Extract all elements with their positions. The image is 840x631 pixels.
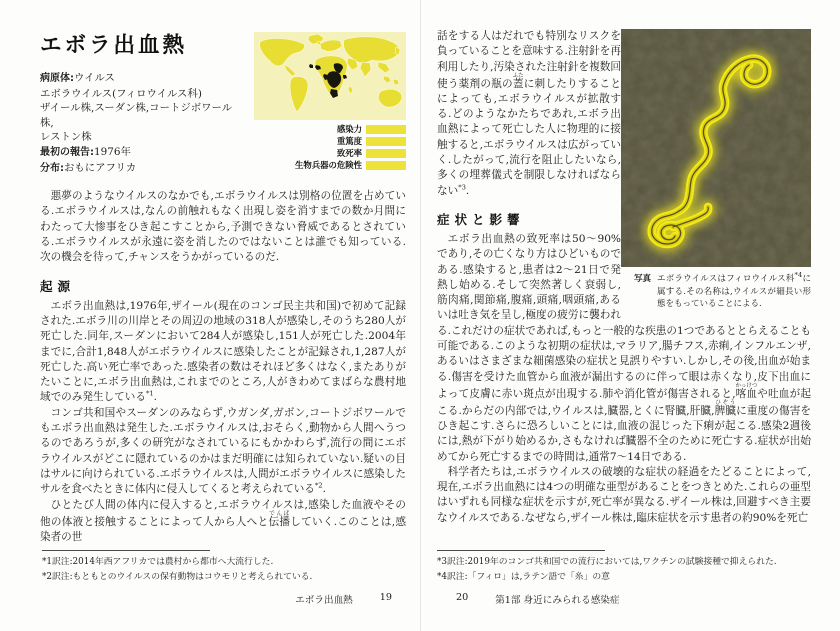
photo-caption: [621, 273, 811, 311]
rating-bar: [366, 149, 406, 158]
info-value: エボラウイルス(フィロウイルス科): [40, 87, 202, 100]
risk-ratings: [254, 124, 406, 170]
footnote-3: *3訳注:2019年のコンゴ共和国での流行においては,ワクチンの試験接種で抑えられた.: [437, 557, 777, 567]
photo-caption-text: エボラウイルスはフィロウイルス科$^{*4}$に属する.その名称は,ウイルスが細長い形態をもっていることによる.: [657, 271, 811, 310]
footer-left: [295, 592, 392, 606]
info-label: 病原体:: [40, 73, 74, 84]
symptoms-paragraph-2: 科学者たちは,エボラウイルスの破壊的な症状の経過をたどることによって,現在,エボラ出血熱には4つの明確な亜型があることをつきとめた.これらの亜型はいずれも同様な症状を示すが,死亡率が異なる.ザイール株は,回避すべき主要なウイルスである.なぜなら,ザイール株は,臨床症状を示す患者の約90%を死亡: [437, 465, 811, 524]
world-distribution-map: [254, 32, 406, 120]
page-number: 19: [379, 592, 392, 603]
intro-paragraph: 悪夢のようなウイルスのなかでも,エボラウイルスは別格の位置を占めている.エボラウイルスは,なんの前触れもなく出現し姿を消すまでの数か月間にわたって大惨事をひき起こすことから,予測できない脅威であるとされている.エボラウイルスが永遠に姿を消したのではないことは誰でも知っている.次の機会を待って,チャンスをうかがっているのだ.: [40, 190, 406, 264]
footnote-1: *1訳注:2014年西アフリカでは農村から都市へ大流行した.: [42, 557, 274, 567]
symptoms-paragraph-1: エボラ出血熱の致死率は50〜90%であり,その亡くなり方はひどいものである.感染すると,患者は2〜21日で発熱し始める.そして突然著しく衰弱し,筋肉痛,関節痛,腹痛,頭痛,咽頭痛,あるいは吐き気を呈し,極度の疲労に襲われる.これだけの症状であれば,もっと一般的な疾患の1つであるととらえることも可能である.このような初期の症状は,マラリア,腸チフス,赤痢,インフルエンザ,あるいはさまざまな細菌感染の症状と見誤りやすい.しかし,その後,出血が始まる.傷害を受けた血管から血液が漏出するのに伴って眼は赤くなり,皮下出血によって皮膚に赤い斑点が出現する.肺や消化管が傷害されると,喀血かっけつや吐血が起こる.からだの内部では,ウイルスは,臓器,とくに腎臓,肝臓,脾臓ひぞうに重度の傷害をひき起こす.さらに恐ろしいことには,血液の混じった下痢が起こる.感染2週後には,熱が下がり始めるか,さもなければ臓器不全のために死亡する.症状が出始めてから死亡するまでの時間は,通常7〜14日である.: [437, 232, 812, 463]
rating-row-severity: [254, 136, 406, 146]
continued-paragraph: 話をする人はだれでも特別なリスクを負っていることを意味する.注射針を再利用したり,汚染された注射針を複数回使う薬剤の瓶の蓋ふたに刺したりすることによっても,エボラウイルスが拡散する.どのようなかたちであれ,エボラ出血熱によって死亡した人に物理的に接触すると,エボラウイルスは広がっていく.したがって,流行を阻止したいなら,多くの埋葬儀式を制限しなければならない$^{*3}$.: [437, 30, 621, 197]
info-value: 1976年: [94, 145, 131, 158]
info-value: ウイルス: [74, 72, 115, 84]
section-heading-symptoms: 症状と影響: [437, 211, 525, 227]
footnote-2: *2訳注:もともとのウイルスの保有動物はコウモリと考えられている.: [42, 571, 313, 582]
rating-bar: [366, 137, 406, 146]
origin-paragraph-2: コンゴ共和国やスーダンのみならず,ウガンダ,ガボン,コートジボワールでもエボラ出血熱は発生した.エボラウイルスは,おそらく,動物から人間へうつるのであろうが,多くの研究がなされているにもかかわらず,流行の間にエボラウイルスがどこに隠れているのかはまだ明確には知られていない.疑いの目はサルに向けられている.エボラウイルスは,人間がエボラウイルスに感染したサルを食べたときに体内に侵入してくると考えられている$^{*2}$.: [40, 406, 406, 496]
page-right: [420, 0, 840, 631]
footer-right: [456, 592, 620, 606]
footnotes-left: [42, 550, 400, 584]
origin-paragraph-1: エボラ出血熱は,1976年,ザイール(現在のコンゴ民主共和国)で初めて記録された.エボラ川の川岸とその周辺の地域の318人が感染し,そのうち280人が死亡した.同年,スーダンにおいて284人が感染し,151人が死亡した.2004年までに,合計1,848人がエボラウイルスに感染したことが記録され,1,287人が死亡した.高い死亡率であった.感染者の数はそれほど多くはなく,またありがたいことに,エボラ出血熱は,これまでのところ,人がきわめてまばらな農村地域でのみ発生している$^{*1}$.: [40, 299, 406, 404]
info-value: レストン株: [40, 131, 92, 144]
footnote-rule: [437, 550, 605, 551]
rating-bar: [366, 161, 406, 170]
rating-label: 生物兵器の危険性: [295, 160, 362, 170]
origin-paragraph-3: ひとたび人間の体内に侵入すると,エボラウイルスは,感染した血液やその他の体液と接触することによって人から人へと伝播でんぱしていく.このことは,感染者の世: [40, 498, 407, 543]
footer-part-title: 第1部 身近にみられる感染症: [495, 595, 620, 606]
ebola-virus-photo: [621, 29, 811, 267]
rating-label: 感染力: [336, 124, 362, 134]
rating-bar: [366, 125, 406, 134]
rating-row-bioweapon: [254, 160, 406, 170]
footnote-rule: [42, 550, 210, 551]
page-title: エボラ出血熱: [40, 33, 188, 58]
rating-label: 致死率: [336, 148, 362, 158]
virus-figure: [621, 29, 811, 311]
distribution-map-box: [254, 32, 406, 170]
page-gutter-divider: [420, 0, 421, 631]
footnotes-right: [437, 550, 816, 584]
section-heading-origin: 起源: [40, 278, 76, 294]
info-value: おもにアフリカ: [64, 161, 137, 174]
info-value: ザイール株,スーダン株,コートジボワール株,: [40, 102, 233, 129]
footer-chapter-title: エボラ出血熱: [295, 595, 353, 606]
footnote-4: *4訳注:「フィロ」は,ラテン語で「糸」の意: [437, 571, 610, 582]
info-label: 最初の報告:: [40, 146, 94, 158]
rating-row-infectivity: [254, 124, 406, 134]
rating-row-fatality: [254, 148, 406, 158]
info-label: 分布:: [40, 162, 64, 174]
rating-label: 重篤度: [336, 136, 362, 146]
page-number: 20: [456, 592, 469, 603]
photo-caption-label: 写真: [634, 274, 652, 284]
